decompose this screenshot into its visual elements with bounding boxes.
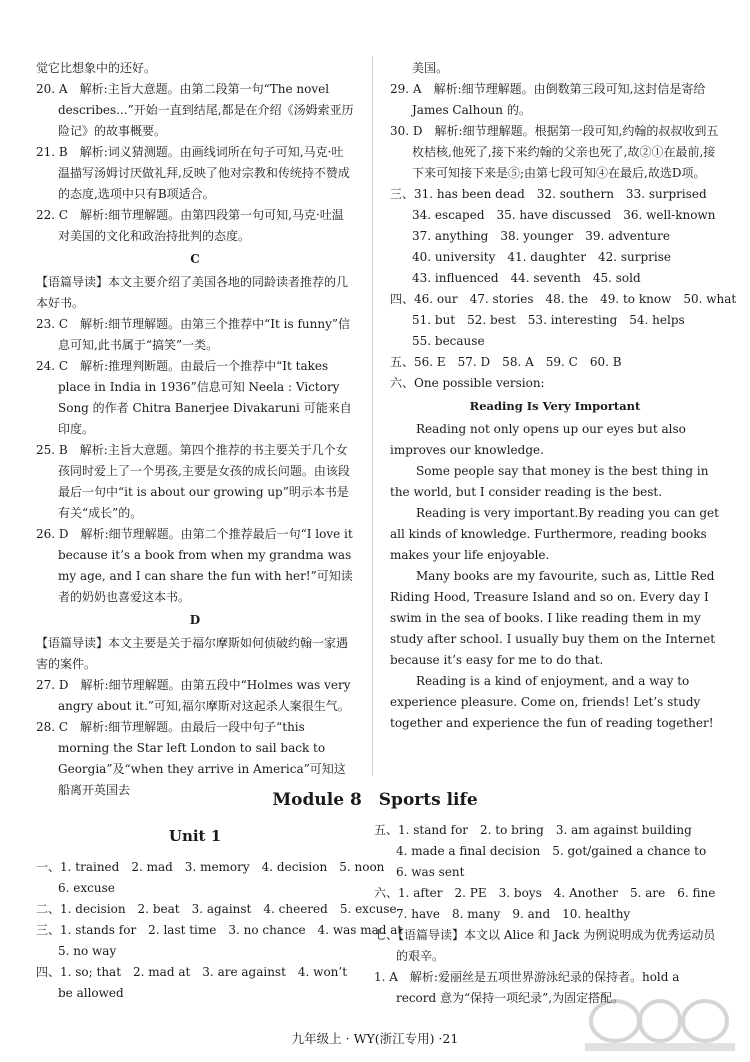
essay-paragraph: Reading is very important.By reading you can get all kinds of knowledge. Furthermore, reading books makes your life enjoyable. — [390, 506, 719, 562]
module-title: Module 8 Sports life — [272, 790, 478, 810]
answers-three-line: 40. university 41. daughter 42. surprise — [412, 250, 671, 264]
answer-28: 28. C 解析:细节理解题。由最后一段中句子“this morning the Star left London to sail back to Georgia”及“when they arrive in America”可知这船离开英国去 — [36, 720, 346, 797]
m8-answer-line: 六、1. after 2. PE 3. boys 4. Another 5. are 6. fine — [374, 886, 716, 900]
m8-answer-line: 四、1. so; that 2. mad at 3. are against 4. won’t — [36, 965, 348, 979]
column-divider — [372, 56, 373, 776]
watermark-logo — [575, 995, 745, 1055]
essay-paragraph: Reading is a kind of enjoyment, and a way to experience pleasure. Come on, friends! Let’s study together and experience the fun of reading together! — [390, 674, 714, 730]
answer-23: 23. C 解析:细节理解题。由第三个推荐中“It is funny”信息可知,此书属于“搞笑”一类。 — [36, 317, 350, 352]
left-column — [36, 58, 354, 801]
answers-five: 五、56. E 57. D 58. A 59. C 60. B — [390, 355, 622, 369]
answers-three-line: 三、31. has been dead 32. southern 33. surprised — [390, 187, 707, 201]
m8-answer-line: be allowed — [58, 986, 124, 1000]
right-column — [390, 58, 737, 734]
answer-continued: 美国。 — [412, 61, 449, 75]
answers-four-line: 51. but 52. best 53. interesting 54. helps — [412, 313, 685, 327]
m8-guide: 七、【语篇导读】本文以 Alice 和 Jack 为例说明成为优秀运动员的艰辛。 — [374, 928, 716, 963]
page-footer: 九年级上 · WY(浙江专用) ·21 — [291, 1031, 459, 1046]
answer-29: 29. A 解析:细节理解题。由倒数第三段可知,这封信是寄给 James Calhoun 的。 — [390, 82, 706, 117]
essay-paragraph: Many books are my favourite, such as, Little Red Riding Hood, Treasure Island and so on. Every day I swim in the sea of books. I like reading them in my study after school. I usually buy them on the Internet because it’s easy for me to do that. — [390, 569, 716, 667]
m8-answer-1: 1. A 解析:爱丽丝是五项世界游泳纪录的保持者。hold a record 意为“保持一项纪录”,为固定搭配。 — [374, 970, 680, 1005]
section-c-heading: C — [190, 252, 200, 266]
m8-answer-line: 4. made a final decision 5. got/gained a chance to — [396, 844, 707, 858]
answers-four-line: 四、46. our 47. stories 48. the 49. to know 50. what — [390, 292, 737, 306]
answers-four-line: 55. because — [412, 334, 485, 348]
m8-answer-line: 五、1. stand for 2. to bring 3. am against building — [374, 823, 692, 837]
module8-right-column — [374, 820, 719, 1009]
answer-22: 22. C 解析:细节理解题。由第四段第一句可知,马克·吐温对美国的文化和政治持批判的态度。 — [36, 208, 344, 243]
answer-line: 觉它比想象中的还好。 — [36, 61, 157, 75]
guide-c: 【语篇导读】本文主要介绍了美国各地的同龄读者推荐的几本好书。 — [36, 275, 349, 310]
m8-answer-line: 5. no way — [58, 944, 117, 958]
essay-title: Reading Is Very Important — [469, 399, 641, 413]
answer-20: 20. A 解析:主旨大意题。由第二段第一句“The novel describes...”开始一直到结尾,都是在介绍《汤姆索亚历险记》的故事概要。 — [36, 82, 354, 138]
watermark-icon — [575, 995, 745, 1055]
essay-paragraph: Some people say that money is the best thing in the world, but I consider reading is the best. — [390, 464, 709, 499]
answers-three-line: 37. anything 38. younger 39. adventure — [412, 229, 670, 243]
answer-24: 24. C 解析:推理判断题。由最后一个推荐中“It takes place in India in 1936”信息可知 Neela : Victory Song 的作者 Chitra Banerjee Divakaruni 可能来自印度。 — [36, 359, 352, 436]
guide-d: 【语篇导读】本文主要是关于福尔摩斯如何侦破约翰一家遇害的案件。 — [36, 636, 349, 671]
answer-27: 27. D 解析:细节理解题。由第五段中“Holmes was very angry about it.”可知,福尔摩斯对这起杀人案很生气。 — [36, 678, 351, 713]
m8-answer-line: 6. excuse — [58, 881, 115, 895]
answers-three-line: 34. escaped 35. have discussed 36. well-known — [412, 208, 716, 222]
essay-paragraph: Reading not only opens up our eyes but also improves our knowledge. — [390, 422, 686, 457]
answer-26: 26. D 解析:细节理解题。由第二个推荐最后一句“I love it because it’s a book from when my grandma was my age, and I can share the fun with her!”可知读者的奶奶也喜爱这本书。 — [36, 527, 353, 604]
answer-25: 25. B 解析:主旨大意题。第四个推荐的书主要关于几个女孩同时爱上了一个男孩,主要是女孩的成长问题。由该段最后一句中“it is about our growing up”明示本书是有关“成长”的。 — [36, 443, 350, 520]
answer-30: 30. D 解析:细节理解题。根据第一段可知,约翰的叔叔收到五枚桔核,他死了,接下来约翰的父亲也死了,故②①在最前,接下来可知接下来是⑤;由第七段可知④在最后,故选D项。 — [390, 124, 719, 180]
m8-answer-line: 7. have 8. many 9. and 10. healthy — [396, 907, 631, 921]
answers-six: 六、One possible version: — [390, 376, 545, 390]
m8-answer-line: 二、1. decision 2. beat 3. against 4. cheered 5. excuse — [36, 902, 397, 916]
answers-three-line: 43. influenced 44. seventh 45. sold — [412, 271, 641, 285]
answer-21: 21. B 解析:词义猜测题。由画线词所在句子可知,马克·吐温描写汤姆讨厌做礼拜,反映了他对宗教和传统持不赞成的态度,选项中只有B项适合。 — [36, 145, 350, 201]
section-d-heading: D — [189, 613, 201, 627]
module8-left-column — [36, 820, 403, 1004]
m8-answer-line: 6. was sent — [396, 865, 465, 879]
unit-title: Unit 1 — [168, 827, 222, 845]
m8-answer-line: 一、1. trained 2. mad 3. memory 4. decision 5. noon — [36, 860, 385, 874]
m8-answer-line: 三、1. stands for 2. last time 3. no chance 4. was mad at — [36, 923, 403, 937]
essay-body — [390, 419, 720, 734]
